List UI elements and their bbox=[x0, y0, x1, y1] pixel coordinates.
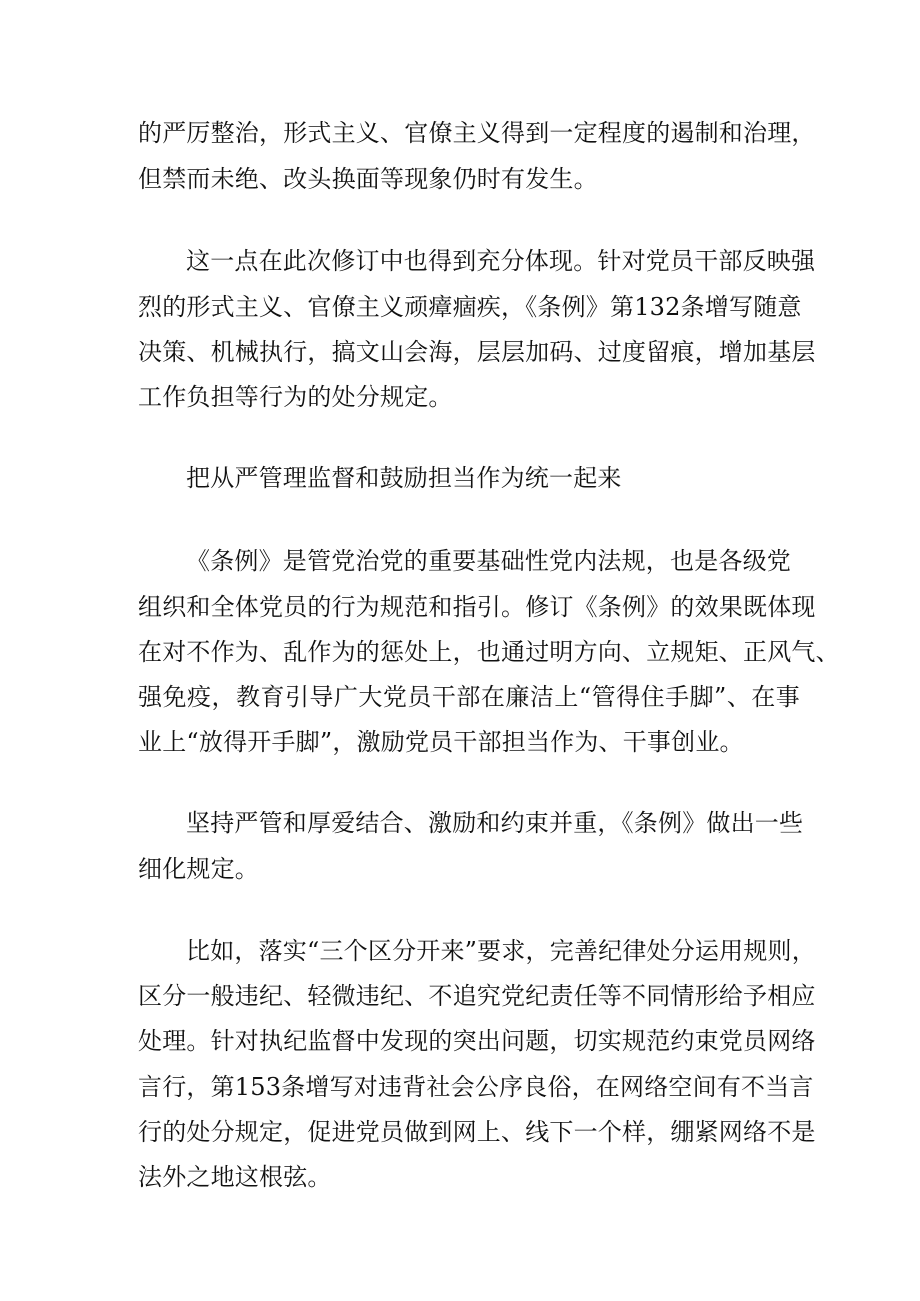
paragraph-line: 组织和全体党员的行为规范和指引。修订《条例》的效果既体现 bbox=[138, 593, 816, 621]
paragraph-line: 在对不作为、乱作为的惩处上，也通过明方向、立规矩、正风气、 bbox=[138, 638, 840, 666]
section-heading: 把从严管理监督和鼓励担当作为统一起来 bbox=[186, 464, 622, 492]
paragraph-line: 《条例》是管党治党的重要基础性党内法规，也是各级党 bbox=[186, 547, 791, 575]
paragraph-line: 强免疫，教育引导广大党员干部在廉洁上“管得住手脚”、在事 bbox=[138, 683, 800, 711]
paragraph-line: 细化规定。 bbox=[138, 855, 259, 883]
paragraph-line: 比如，落实“三个区分开来”要求，完善纪律处分运用规则， bbox=[186, 937, 816, 965]
paragraph-line: 业上“放得开手脚”，激励党员干部担当作为、干事创业。 bbox=[138, 728, 744, 756]
paragraph-line: 决策、机械执行，搞文山会海，层层加码、过度留痕，增加基层 bbox=[138, 338, 816, 366]
paragraph-line: 行的处分规定，促进党员做到网上、线下一个样，绷紧网络不是 bbox=[138, 1118, 816, 1146]
paragraph-line: 坚持严管和厚爱结合、激励和约束并重，《条例》做出一些 bbox=[186, 809, 804, 837]
paragraph-line: 工作负担等行为的处分规定。 bbox=[138, 383, 453, 411]
paragraph-line: 的严厉整治，形式主义、官僚主义得到一定程度的遏制和治理， bbox=[138, 119, 816, 147]
paragraph-line: 但禁而未绝、改头换面等现象仍时有发生。 bbox=[138, 165, 598, 193]
paragraph-line: 区分一般违纪、轻微违纪、不追究党纪责任等不同情形给予相应 bbox=[138, 982, 816, 1010]
paragraph-line: 法外之地这根弦。 bbox=[138, 1163, 332, 1191]
paragraph-line: 这一点在此次修订中也得到充分体现。针对党员干部反映强 bbox=[186, 247, 816, 275]
paragraph-line: 处理。针对执纪监督中发现的突出问题，切实规范约束党员网络 bbox=[138, 1027, 816, 1055]
paragraph-line: 烈的形式主义、官僚主义顽瘴痼疾，《条例》第132条增写随意 bbox=[138, 293, 802, 321]
paragraph-line: 言行，第153条增写对违背社会公序良俗，在网络空间有不当言 bbox=[138, 1073, 814, 1101]
